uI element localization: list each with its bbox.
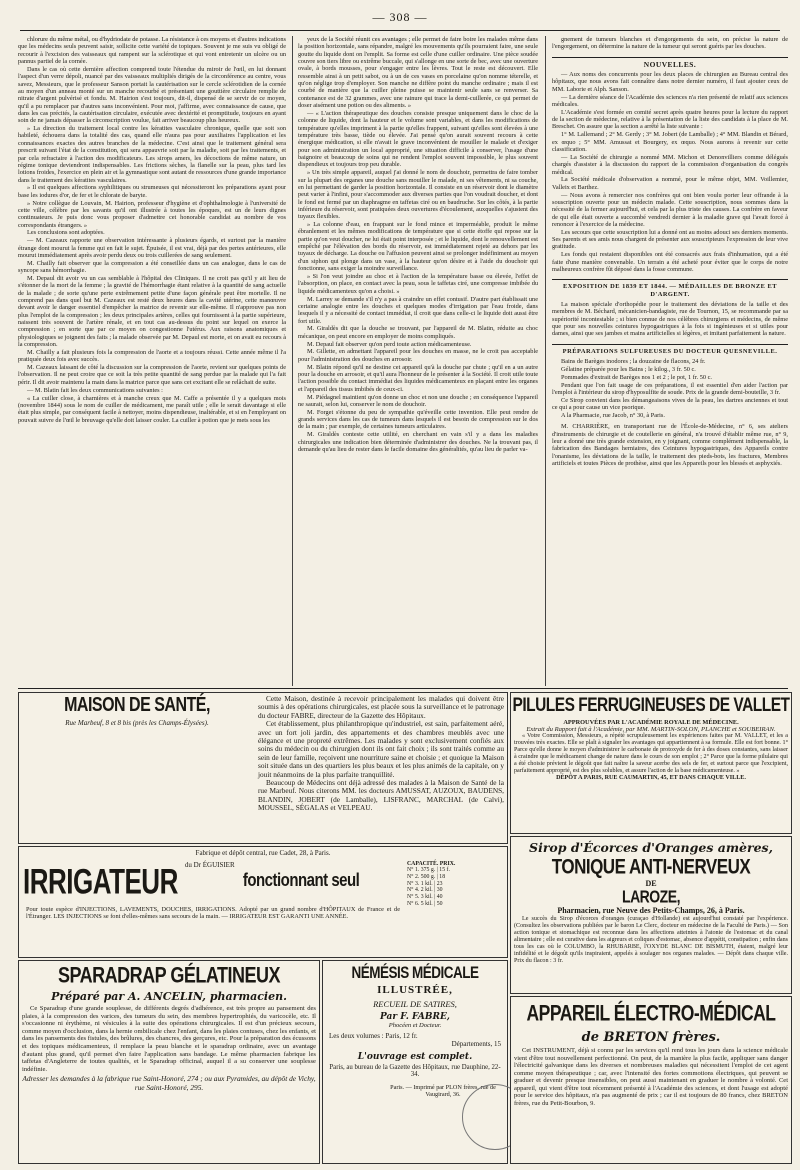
col1-paragraph: chlorure du même métal, ou d'hydriodate de potasse. La résistance à ces moyens et d'autres indications que les médecins seuls peuvent saisir, sollicite cette variété de topiques. Souvent je me suis vu obligé de recourir à l'excision des vaisseaux qui rampent sur la sclérotique et qui vont entretenir un ulcère ou un pannus partiel de la cornée. — [18, 36, 286, 66]
col2-paragraph: — « L'action thérapeutique des douches consiste presque uniquement dans le choc de la colonne de liquide, dont la hauteur et le volume sont variables, et dans les modifications de température qu'elles impriment à la partie qu'elles frappent, suivant qu'elles sont élevées à une température très basse, tiède ou élevée. J'ai pensé qu'on aurait souvent recours à cette énergique médication, si elle n'avait le grave inconvénient de mouiller le malade et d'exiger pour son administration un local approprié, une situation difficile à conserver, l'usage d'une baignoire et beaucoup de soins qui ne rendent l'emploi souvent impossible, le plus souvent dispendieux et toujours trop peu durable. — [298, 109, 538, 169]
prep-list — [552, 358, 788, 419]
expo-heading: EXPOSITION DE 1839 ET 1844. — MÉDAILLES DE BRONZE ET D'ARGENT. — [552, 279, 788, 298]
prep-item: Pommades d'extrait de Barèges nos 1 et 2 ; le pot, 1 fr. 50 c. — [561, 373, 713, 381]
news-heading: NOUVELLES. — [552, 57, 788, 68]
nemesis-subtitle: ILLUSTRÉE, — [377, 984, 453, 996]
pilules-approval: APPROUVÉES PAR L'ACADÉMIE ROYALE DE MÉDECINE. — [563, 719, 739, 726]
page-number-text: — 308 — — [372, 10, 428, 24]
ad-sparadrap — [18, 960, 320, 1164]
column-3 — [552, 36, 788, 686]
col1-paragraph: Dans le cas où cette dernière affection comprend toute l'étendue du miroir de l'œil, en lui donnant l'aspect d'un verre dépoli, nuancé par des vaisseaux multipliés dirigés de la circonférence au centre, vous savez, Messieurs, que le professeur Sanson portait la cautérisation sur le cercle sclérotidien de la cornée au moyen d'un anneau monté sur un manche recourbé et présentant une gouttière circulaire remplie de nitrate d'argent pulvérisé et fondu. M. Hairion s'est toujours, dit-il, dispensé de se servir de ce moyen, qu'il a pu remplacer par d'autres sans inconvénient. Pour moi, j'affirme, avec connaissance de cause, que dans les cas précités, la cautérisation circulaire, exécutée avec dextérité et promptitude, toujours en ayant soin de ne jamais dépasser la circonscription voulue, fait arriver beaucoup plus heureux. — [18, 65, 286, 125]
nemesis-complete: L'ouvrage est complet. — [357, 1052, 473, 1062]
maison-text-1: Cette Maison, destinée à recevoir principalement les malades qui doivent être soumis à des opérations chirurgicales, est placée sous la surveillance et le patronage du docteur FABRE, directeur de la Gazette des Hôpitaux. — [258, 694, 504, 720]
price-row: N° 3. 1 kil. | 23 — [407, 880, 443, 887]
news-item: L'Académie s'est formée en comité secret après quatre heures pour la lecture du rapport de la section de médecine, relative à la présentation de la liste des candidats à la place de M. Breschet. On assure que la section a arrêté la liste suivante : — [552, 108, 788, 131]
column-1 — [18, 36, 286, 686]
col2-paragraph: » Un très simple appareil, auquel j'ai donné le nom de douchoir, permettra de faire tomber sur la plupart des organes une douche sans mouiller le malade, ni ses vêtements, ni sa couche, en lui permettant de garder la position horizontale. Il consiste en un réservoir dont le diamètre peut varier à l'infini, pour s'accommoder aux diverses parties que l'on voudrait doucher, et dont le fond est fermé par un diaphragme en taffetas ciré ou en baudruche. Sur les côtés, à la partie inférieure du réservoir, sont pratiquées deux ouvertures d'écoulement, auxquelles s'ajustent des tuyaux flexibles. — [298, 169, 538, 221]
maison-text-3: Beaucoup de Médecins ont déjà adressé des malades à la Maison de Santé de la rue Marbeuf. Nous citerons MM. les docteurs AMUSSAT, AUZOUX, BAUDENS, BLANDIN, JOBERT (de Lamballe), LISFRANC, MARCHAL (de Calvi), MOUSSEL, SÉGALAS et VELPEAU. — [258, 778, 504, 813]
col1-paragraph: M. Cazeaux laissant de côté la discussion sur la compression de l'aorte, revient sur quelques points de l'observation. Il ne peut croire que ce soit la très petite quantité de sang perdue par la malade qui l'a fait périr. Il dit avoir maintenu la main dans la matrice parce que sans cet excitant elle se relâchait de suite. — [18, 364, 286, 386]
appareil-sub: de BRETON frères. — [581, 1030, 721, 1045]
ad-irrigateur — [18, 846, 508, 958]
prep-item: Ce Sirop convient dans les démangeaisons vives de la peau, les dartres anciennes et tout ce qui a pour cause un vice psorique. — [552, 396, 788, 412]
sirop-text: Le succès du Sirop d'écorces d'oranges (curaçao d'Hollande) est aujourd'hui constaté par l'expérience. (Consultez les observations publiées par le baron Le Clerc, docteur en médecine de la Faculté de Paris.) — Son action tonique et stomachique est reconnue dans les affections atteintes à l'atonie de l'estomac et du canal alimentaire ; elle est curative dans les aigreurs et coliques d'estomac, absence d'appétit, constipation ; enfin dans tous les cas où le COLUMBO, la RHUBARBE, l'OXYDE BLANC DE BISMUTH, étaient, malgré leur infidélité et le dégoût qu'ils inspiraient, appelés à soulager nos organes malades. — Dépôt dans chaque ville. Prix du flacon : 3 fr. — [514, 916, 788, 964]
prep-item: A la Pharmacie, rue Jacob, n° 30, à Paris. — [561, 411, 665, 419]
price-row: N° 6. 5 kil. | 50 — [407, 900, 443, 907]
col1-paragraph: — M. Blatin fait les deux communications suivantes : — [27, 386, 163, 394]
sirop-address: Pharmacien, rue Neuve des Petits-Champs, 26, à Paris. — [557, 906, 745, 915]
news-item: — Nous avons à remercier nos confrères qui ont bien voulu porter leur offrande à la souscription ouverte pour un médecin malade. Cette souscription, nous sommes dans la nécessité de la fermer aujourd'hui, et cela par la plus triste des causes. La confrère en faveur de qui elle était ouverte a succombé vendredi dernier à la maladie grave qui l'avait forcé à renoncer à l'exercice de la médecine. — [552, 191, 788, 228]
sirop-line-1: Sirop d'Écorces d'Oranges amères, — [529, 840, 773, 855]
prep-item: Gélatine préparée pour les Bains ; le kilog., 3 fr. 50 c. — [561, 365, 696, 373]
maison-title: MAISON DE SANTÉ, — [64, 694, 210, 716]
column-divider — [545, 36, 546, 686]
col1-paragraph: « La cuiller close, à charnières et à manche creux que M. Caffe a présentée il y a quelques mois (novembre 1844) sous le nom de cuiller de médicament, me paraît utile ; elle le serait davantage si elle était plus simple, par conséquent facile à nettoyer, moins dispendieuse, inaltérable, et si en l'employant on pouvait suivre de l'œil le breuvage qu'elle doit laisser couler. La cuiller à potion que je mets sous les — [18, 394, 286, 424]
pilules-text: « Votre Commission, Messieurs, a répété scrupuleusement les expériences faites par M. VALLET, et les a trouvées très exactes. Elle se plaît à signaler les avantages qui appartiennent à sa formule. Elle est fort bonne. 1° Parce qu'elle donne le moyen d'administrer le carbonate de protoxyde de fer à des doses constantes, sans laisser à craindre que le médicament change de nature dans le cours de son emploi ; 2° Parce que la forme pilulaire qui a été choisie prévient le dégoût que fait naître la saveur acerbe des sels de fer, et surtout parce que l'excipient, parfaitement approprié, est des plus solubles, et assure l'action de la base médicamenteuse. » — [514, 733, 788, 774]
pilules-title: PILULES FERRUGINEUSES DE VALLET — [512, 694, 790, 716]
irrigateur-prices — [407, 861, 503, 908]
appareil-text: Cet INSTRUMENT, déjà si connu par les services qu'il rend tous les jours dans la science médicale vient d'être tout nouvellement perfectionné. On peut, de la manière la plus facile, appliquer sans danger l'électricité galvanique dans les diverses et nombreuses maladies qui nécessitent l'emploi de cet agent comme moyen thérapeutique ; car, avec l'intensité des fortes commotions électriques, qui peuvent se graduer et devenir presque insensibles, on peut aussi maintenant en graduer le nombre à volonté. Cet appareil, qui vient d'être tout récemment présenté à l'Académie des sciences, et dont l'usage est adopté pour le service des hôpitaux, n'a pas augmenté de prix ; car il est toujours de 80 francs, chez BRETON frères, rue du Petit-Bourbon, 9. — [514, 1047, 788, 1107]
col2-paragraph: M. Gillette, en admettant l'appareil pour les douches en masse, ne le croit pas acceptable pour l'administration des douches en arrosoir. — [298, 348, 538, 363]
irrigateur-subtitle: fonctionnant seul — [242, 869, 360, 892]
pilules-depot: DÉPÔT A PARIS, RUE CAUMARTIN, 45, ET DANS CHAQUE VILLE. — [556, 775, 746, 781]
col2-paragraph: M. Depaul fait observer qu'on perd toute action médicamenteuse. — [307, 340, 472, 348]
col2-paragraph: yeux de la Société réunit ces avantages ; elle permet de faire boire les malades même dans la position horizontale, sans répandre, malgré les mouvements qu'ils pourraient faire, une seule goutte du liquide dont on l'emplit. Sa forme est celle d'une cuiller ordinaire. Une pièce soudée couvre son tiers libre ou extrême buccale, qui s'allonge en une sorte de bec, avec une ouverture ovale, à bords mousses, pour s'engager entre les lèvres. Tout le reste est découvert. Elle ressemble ainsi à un petit sabot, ou à un de ces vases en porcelaine qu'on nomme téterelle, et qu'on néglige trop d'employer. Son manche ne diffère point du manche ordinaire ; mais il est courbé de manière que la cuiller pleine puisse se maintenir seule sans se renverser. Sa contenance est de 32 grammes, avec une rainure qui trace la demi-cuillerée, ce qui permet de doser aisément une potion ou des aliments. » — [298, 36, 538, 110]
nemesis-price-1: Les deux volumes : Paris, 12 fr. — [329, 1032, 418, 1040]
sparadrap-subtitle: Préparé par A. ANCELIN, pharmacien. — [51, 990, 287, 1003]
nemesis-author-sub: Phocéen et Docteur. — [388, 1022, 442, 1029]
prices-list — [407, 867, 503, 908]
news-item: La Société médicale d'observation a nommé, pour le même objet, MM. Voillemier, Valleix et Barthez. — [552, 176, 788, 191]
col2-paragraph: M. Forget s'étonne du peu de sympathie qu'éveille cette invention. Elle peut rendre de grands services dans les cas de tumeurs dans lesquels il est besoin de compression sur le dos de la main ; par exemple, de certaines tumeurs articulaires. — [298, 408, 538, 431]
nemesis-title: NÉMÉSIS MÉDICALE — [351, 963, 479, 982]
ad-pilules-vallet — [510, 692, 792, 834]
price-row: N° 5. 3 kil. | 40 — [407, 894, 443, 901]
sirop-line-2: TONIQUE ANTI-NERVEUX — [551, 854, 751, 879]
col2-paragraph: » Si l'on veut joindre au choc et à l'action de la température basse ou élevée, l'effet de l'absorption, on place, en contact avec la peau, sous le taffetas ciré, une compresse imbibée du liquide médicamenteux qu'on a choisi. » — [298, 273, 538, 295]
irrigateur-maker: du Dr ÉGUISIER — [184, 861, 235, 869]
col2-paragraph: » La colonne d'eau, en frappant sur le fond mince et imperméable, produit le même ébranlement et les mêmes modifications de température que si cette étoffe qui repose sur la partie qu'on veut doucher, ne lui était point interposée ; et le liquide, dont le renouvellement est empêché par l'élévation des bords du réservoir, est immédiatement rejeté au dehors par les tuyaux de décharge. La douche ou l'affusion peuvent ainsi se prolonger indéfiniment au moyen d'un siphon qui plonge dans un vase, à la hauteur qu'on désire et à l'aide du douchoir qui fonctionne, sans exiger la moindre surveillance. — [298, 221, 538, 273]
news-item: Les secours que cette souscription lui a donné ont au moins adouci ses derniers moments. Ses parents et ses amis nous chargent de présenter aux souscripteurs l'expression de leur vive gratitude. — [552, 228, 788, 251]
sirop-de: DE — [645, 879, 657, 888]
sparadrap-title: SPARADRAP GÉLATINEUX — [57, 962, 281, 988]
ad-appareil-electro — [510, 996, 792, 1164]
intro-paragraph: gnement de tumeurs blanches et d'engorgements du sein, on précise la nature de l'engorgement, on détermine la nature de la tumeur qui seront guéris par les douches. — [552, 36, 788, 51]
col1-paragraph: Les conclusions sont adoptées. — [27, 229, 105, 237]
prep-item: Bains de Barèges inodores ; la douzaine de flacons, 24 fr. — [561, 358, 706, 366]
col1-paragraph: — M. Cazeaux rapporte une observation intéressante à plusieurs égards, et surtout par la manière étrange dont mourut la femme qui en fait le sujet. Épuisée, il est vrai, déjà par des pertes antérieures, elle mourut immédiatement après avoir perdu deux ou trois cuillerées de sang seulement. — [18, 237, 286, 259]
charriere-paragraph: M. CHARRIÈRE, en transportant rue de l'École-de-Médecine, n° 6, ses ateliers d'instruments de chirurgie et de coutellerie en général, n'a trouvé d'établir même rue, n° 9, leur a donné une très grande extension, en y joignant, comme complément indispensable, la fabrication des Bandages herniaires, des Ceintures hypogastriques, des Appareils contre l'onanisme, les déviations de la taille, le traitement des pieds-bots, les fractures, Membres artificiels et toutes Pièces de prothèse, ainsi que les Appareils pour les blessés et asphyxiés. — [552, 423, 788, 468]
price-row: N° 4. 2 kil. | 30 — [407, 887, 443, 894]
prices-label: CAPACITÉ. PRIX. — [407, 861, 456, 867]
col1-paragraph: » La direction du traitement local contre les kératites vasculaire chronique, quelle que soit son habileté, échouera dans la totalité des cas, quand elle n'aura pas pour auxiliaires l'application et les connaissances exactes des autres branches de la médecine. C'est ainsi que le traitement général sera prescrit suivant l'état de la constitution, qui sera appauvrie soit par la maladie, soit par les traitements, et par cela refractaire à l'action des modificateurs. Les sirops amers, les décoctions de même nature, un régime tonique deviendront indispensables. Les frictions sèches, la flanelle sur la peau, plus tard les lotions froides, l'exercice en plein air et la gymnastique sont autant de ressources d'une grande importance dans le traitement des kératites vasculaires. — [18, 125, 286, 184]
nemesis-imprint: Paris. — Imprimé par PLON frères, rue de Vaugirard, 36. — [390, 1084, 496, 1098]
col2-paragraph: M. Larrey se demande s'il n'y a pas à craindre un effet contusif. D'autre part établissait une certaine analogie entre les douches et quelques modes d'irrigation par l'eau froide, dans lesquels il y a nécessité de contact immédiat, il croit que dans celle-ci le liquide doit aussi être fort utile. — [298, 295, 538, 325]
page-number — [0, 10, 800, 25]
news-item: Les fonds qui restaient disponibles ont été consacrés aux frais d'inhumation, qui a été faite d'une manière convenable. Un terrain a été acheté pour éviter que le corps de notre malheureux confrère fût déposé dans la fosse commune. — [552, 251, 788, 273]
irrigateur-title: IRRIGATEUR — [23, 861, 178, 902]
col1-paragraph: M. Chailly fait observer que la compression a été conseillée dans un cas analogue, dans le cas de syncope sans hémorrhagie. — [18, 259, 286, 275]
col1-paragraph: M. Chailly a fait plusieurs fois la compression de l'aorte et a toujours réussi. Cette année même il l'a pratiquée deux fois avec succès. — [18, 348, 286, 364]
appareil-title: APPAREIL ÉLECTRO-MÉDICAL — [526, 1000, 776, 1026]
col1-paragraph: » Notre collègue de Louvain, M. Hairion, professeur d'hygiène et d'ophthalmologie à l'université de cette ville, célèbre par les savants qu'il ont illustrée à toutes les époques, est un de leurs dignes continuateurs. Je puis donc vous proposer d'admettre cet honorable candidat au nombre de vos correspondants étrangers. » — [18, 199, 286, 229]
sparadrap-text: Ce Sparadrap d'une grande souplesse, de différents degrés d'adhérence, est très propre au pansement des plaies, à la compression des varices, des tumeurs du sein, des membres hypertrophiés, du varicocèle, etc. Il s'occasionne ni érythème, ni vésicules à la suite des opérations chirurgicales. Il est d'un précieux secours, comme moyen d'occlusion, dans la hernie ombilicale chez l'enfant, dans les plaies contuses, chez les enfants, et dans les pansements des fistules, des brûlures, des chancres, des gerçures, etc. Pour la préparation des écussons et des topiques médicamenteux, il remplace la peau blanche et le sparadrap ordinaire, avec un avantage d'autant plus grand, qu'il permet d'en faire l'application sans bandage. Le même pharmacien fabrique les taffetas d'Angleterre de toutes qualités, et le Sparadrap officinal, auquel il a su conserver une souplesse indéfinie. — [22, 1005, 316, 1073]
sparadrap-footer: Adresser les demandes à la fabrique rue Saint-Honoré, 274 ; ou aux Pyramides, au dépôt de Vichy, rue Saint-Honoré, 295. — [22, 1074, 316, 1092]
nemesis-author: Par F. FABRE, — [380, 1012, 450, 1022]
column-divider — [292, 36, 293, 686]
col2-paragraph: M. Piédagnel maintient qu'on donne un choc et non une douche ; en conséquence l'appareil ne saurait, selon lui, conserver le nom de douchoir. — [298, 393, 538, 408]
sirop-name: LAROZE, — [622, 886, 680, 906]
price-row: N° 2. 500 g. | 18 — [407, 873, 446, 880]
news-item: — La Société de chirurgie a nommé MM. Michon et Denonvilliers comme délégués chargés d'assister à la discussion du rapport de la commission d'organisation du congrès médical. — [552, 153, 788, 176]
ad-maison-de-sante — [18, 692, 508, 844]
col1-paragraph: » Il est quelques affections syphilitiques ou strumeuses qui nécessiteront les préparations ayant pour base les iodures d'or, de fer et le chlorate de baryte. — [18, 184, 286, 199]
column-2 — [298, 36, 538, 686]
news-list — [552, 71, 788, 273]
pilules-extract: Extrait du Rapport fait à l'Académie, par MM. MARTIN-SOLON, PLANCHE et SOUBEIRAN. — [526, 726, 776, 733]
col1-paragraph: M. Depaul dit avoir vu un cas semblable à l'hôpital des Cliniques. Il ne croit pas qu'il y ait lieu de s'étonner de la mort de la femme ; la gravité de l'hémorrhagie étant relative à la quantité de sang actuelle de la malade ; de sorte qu'une perte extrêmement petite d'une façon générale peut être mortelle. Il ne comprend pas dans quel but M. Cazeaux est resté deux heures dans la cavité utérine, cette manœuvre devant avoir le danger essentiel d'empêcher la matrice de revenir sur elle-même. Il n'approuve pas non plus l'emploi de la compression ; les deux principales artères, celles qui fournissent à la partie supérieure, naissent très souvent de l'artère rénale, et en tout cas au-dessus du point sur lequel on exerce la compression ; en sorte que par ce moyen on congestionne l'utérus. Aux raisons anatomiques et physiologiques se joignent des faits ; la malade observée par M. Depaul est morte, et on avait eu recours à la compression. — [18, 275, 286, 349]
expo-paragraph: La maison spéciale d'orthopédie pour le traitement des déviations de la taille et des membres de M. Béchard, mécanicien-bandagiste, rue de Tournon, 15, se recommande par sa supériorité incontestable ; si bien connue de nos célèbres chirurgiens et médecins, de même que pour ses nouvelles ceintures hypogastriques à la fois si ingénieuses et si utiles pour dames, ainsi que ses jambes et mains artificielles si légères, et imitant parfaitement la nature. — [552, 301, 788, 338]
irrigateur-text: Pour toute espèce d'INJECTIONS, LAVEMENTS, DOUCHES, IRRIGATIONS. Adopté par un grand nombre d'HÔPITAUX de France et de l'Étranger. LES INJECTIONS se font d'elles-mêmes sans secours de la main. — IRRIGATEUR EST GARANTI UNE ANNÉE. — [26, 906, 400, 921]
price-row: N° 1. 375 g. | 15 f. — [407, 867, 450, 873]
ad-sirop-laroze — [510, 836, 792, 994]
news-item: 1° M. Lallemand ; 2° M. Gerdy ; 3° M. Jobert (de Lamballe) ; 4° MM. Blandin et Bérard, ex œquo ; 5° MM. Amussat et Bourgery, ex œquo. Nous aurons à revenir sur cette classification. — [552, 131, 788, 153]
col2-paragraph: M. Giraldès dit que la douche se trouvant, par l'appareil de M. Blatin, réduite au choc mécanique, on peut encore en employer de moins compliqués. — [298, 325, 538, 340]
maison-text-2: Cet établissement, plus philanthropique qu'industriel, est sain, parfaitement aéré, avec un fort joli jardin, des appartements et des chambres meublés avec une élégance et une propreté extrêmes. Les malades y sont exclusivement confiés aux soins du médecin ou du chirurgien dont ils ont fait choix ; ils sont traités comme au sein de leur famille, reçoivent une nourriture saine et choisie ; et quoique la Maison soit située dans un des quartiers les plus beaux et les plus animés de la capitale, on y jouit néanmoins de la plus parfaite tranquillité. — [258, 719, 505, 779]
irrigateur-header: Fabrique et dépôt central, rue Cadet, 28, à Paris. — [195, 849, 331, 857]
col2-paragraph: M. Blatin répond qu'il ne destine cet appareil qu'à la douche par chute ; qu'il en a un autre pour la douche en arrosoir, et qu'il aura l'honneur de le présenter à la Société. Il croit utile toute l'action possible du contact immédiat des liquides médicamenteux en plaçant entre les organes et l'appareil des tissus imbibés de ceux-ci. — [298, 363, 538, 393]
news-item: — La dernière séance de l'Académie des sciences n'a rien présenté de relatif aux sciences médicales. — [552, 93, 788, 108]
prep-item: Pendant que l'on fait usage de ces préparations, il est essentiel d'en aider l'action par l'emploi à l'intérieur du sirop d'hyposulfite de soude. Prix de la grande demi-bouteille, 3 fr. — [552, 381, 788, 396]
nemesis-recueil: RECUEIL DE SATIRES, — [373, 999, 457, 1009]
prep-heading: PRÉPARATIONS SULFUREUSES DU DOCTEUR QUESNEVILLE. — [552, 344, 788, 355]
nemesis-where: Paris, au bureau de la Gazette des Hôpitaux, rue Dauphine, 22-34. — [329, 1064, 501, 1078]
header-rule — [20, 30, 780, 31]
news-item: — Aux noms des concurrents pour les deux places de chirurgien au Bureau central des hôpitaux, que nous avons fait connaître dans notre dernier numéro, il faut ajouter ceux de MM. Laborie et Alph. Sanson. — [552, 71, 788, 93]
col2-paragraph: M. Giraldès conteste cette utilité, en cherchant en vain s'il y a dans les maladies chirurgicales une indication bien déterminée d'administrer des douches. Ne la trouvant pas, il demande qu'au lieu de rester dans le facile domaine des généralités, qu'au lieu de parler va- — [298, 431, 538, 453]
ads-rule — [18, 688, 788, 689]
maison-address: Rue Marbeuf, 8 et 8 bis (près les Champs-Élysées). — [65, 719, 209, 727]
nemesis-price-2: Départements, 15 — [451, 1040, 501, 1048]
